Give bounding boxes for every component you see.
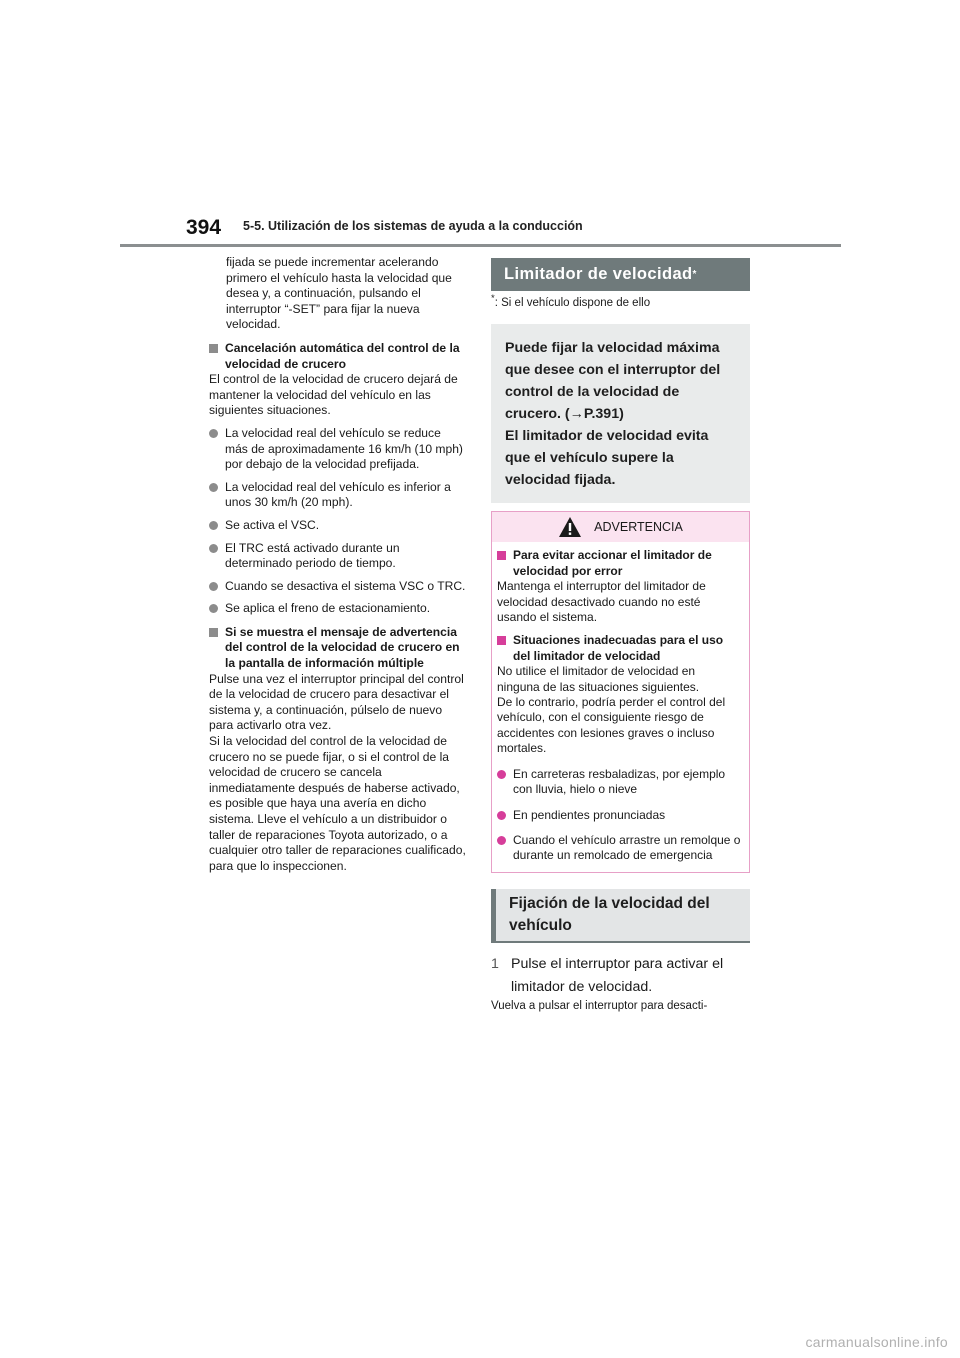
section-title: 5-5. Utilización de los sistemas de ayuda a la conducción [243,219,583,233]
square-bullet-icon [497,636,506,645]
circle-bullet-icon [497,770,506,779]
header-divider [120,244,841,247]
circle-bullet-icon [497,836,506,845]
step-text: Pulse el interruptor para activar el limitador de velocidad. [511,955,724,995]
set-speed-heading: Fijación de la velocidad del vehículo [491,889,750,943]
step-number: 1 [491,955,499,972]
list-item: El TRC está activado durante un determinado periodo de tiempo. [209,541,467,572]
circle-bullet-icon [209,582,218,591]
step-note: Vuelva a pulsar el interruptor para desacti- [491,999,708,1012]
circle-bullet-icon [209,429,218,438]
square-bullet-icon [497,551,506,560]
right-column [491,258,750,1014]
list-item: En pendientes pronunciadas [497,808,741,823]
left-column [209,255,467,874]
warning-box [491,511,750,872]
step-item [491,953,750,999]
intro-text: Puede fijar la velocidad máxima que desee con el interruptor del control de la velocidad de crucero. (→P.391) [505,340,721,423]
warning-body [492,542,749,863]
watermark: carmanualsonline.info [805,1334,948,1350]
circle-bullet-icon [209,544,218,553]
list-item: Cuando el vehículo arrastre un remolque o durante un remolcado de emergencia [497,833,741,864]
list-item: Cuando se desactiva el sistema VSC o TRC. [209,579,467,595]
auto-cancel-text: El control de la velocidad de crucero dejará de mantener la velocidad del vehículo en las siguientes situaciones. [209,372,458,418]
list-item: Se activa el VSC. [209,518,467,534]
warning-message-text: Pulse una vez el interruptor principal del control de la velocidad de crucero para desactivar el sistema y, a continuación, púlselo de nuevo para activarlo otra vez. [209,671,464,733]
warning-triangle-icon [558,516,582,538]
speed-limiter-heading: Limitador de velocidad * [491,258,750,291]
intro-text-2: El limitador de velocidad evita que el vehículo supere la velocidad fijada. [505,428,709,489]
page-number: 394 [186,216,222,239]
warning-title: ADVERTENCIA [594,519,683,534]
list-item: En carreteras resbaladizas, por ejemplo con lluvia, hielo o nieve [497,767,741,798]
warning-section-text-2: De lo contrario, podría perder el control del vehículo, con el consiguiente riesgo de accidentes con lesiones graves o incluso mortales. [497,695,726,756]
warning-message-title: Si se muestra el mensaje de advertencia del control de la velocidad de crucero en la pantalla de información múltiple [225,624,460,671]
list-item: La velocidad real del vehículo es inferior a unos 30 km/h (20 mph). [209,480,467,511]
warning-section-heading: Para evitar accionar el limitador de velocidad por error [497,548,741,579]
auto-cancel-heading [209,341,467,372]
continuation-paragraph: fijada se puede incrementar acelerando primero el vehículo hasta la velocidad que desea y, a continuación, pulsando el interruptor “-SET” para fijar la nueva velocidad. [226,255,452,332]
circle-bullet-icon [209,521,218,530]
square-bullet-icon [209,628,218,637]
list-item: La velocidad real del vehículo se reduce más de aproximadamente 16 km/h (10 mph) por debajo de la velocidad prefijada. [209,426,467,473]
intro-panel [491,324,750,503]
list-item: Se aplica el freno de estacionamiento. [209,601,467,617]
circle-bullet-icon [209,483,218,492]
warning-title-bar [492,512,749,542]
warning-section-text: Mantenga el interruptor del limitador de velocidad desactivado cuando no esté usando el sistema. [497,579,706,625]
circle-bullet-icon [209,604,218,613]
square-bullet-icon [209,344,218,353]
warning-message-heading [209,625,467,672]
asterisk-mark: * [692,268,697,280]
warning-message-text-2: Si la velocidad del control de la velocidad de crucero no se puede fijar, o si el control de la velocidad de crucero se cancela inmediatamente después de haberse activado, es posible que haya una avería en dicho sistema. Lleve el vehículo a un distribuidor o taller de reparaciones Toyota autorizado, o a cualquier otro taller de reparaciones cualificado, para que lo inspeccionen. [209,734,466,873]
warning-section-heading: Situaciones inadecuadas para el uso del limitador de velocidad [497,633,741,664]
warning-section-text: No utilice el limitador de velocidad en ninguna de las situaciones siguientes. [497,664,700,694]
footnote: *: Si el vehículo dispone de ello [491,293,651,309]
circle-bullet-icon [497,811,506,820]
auto-cancel-title: Cancelación automática del control de la velocidad de crucero [225,340,460,371]
